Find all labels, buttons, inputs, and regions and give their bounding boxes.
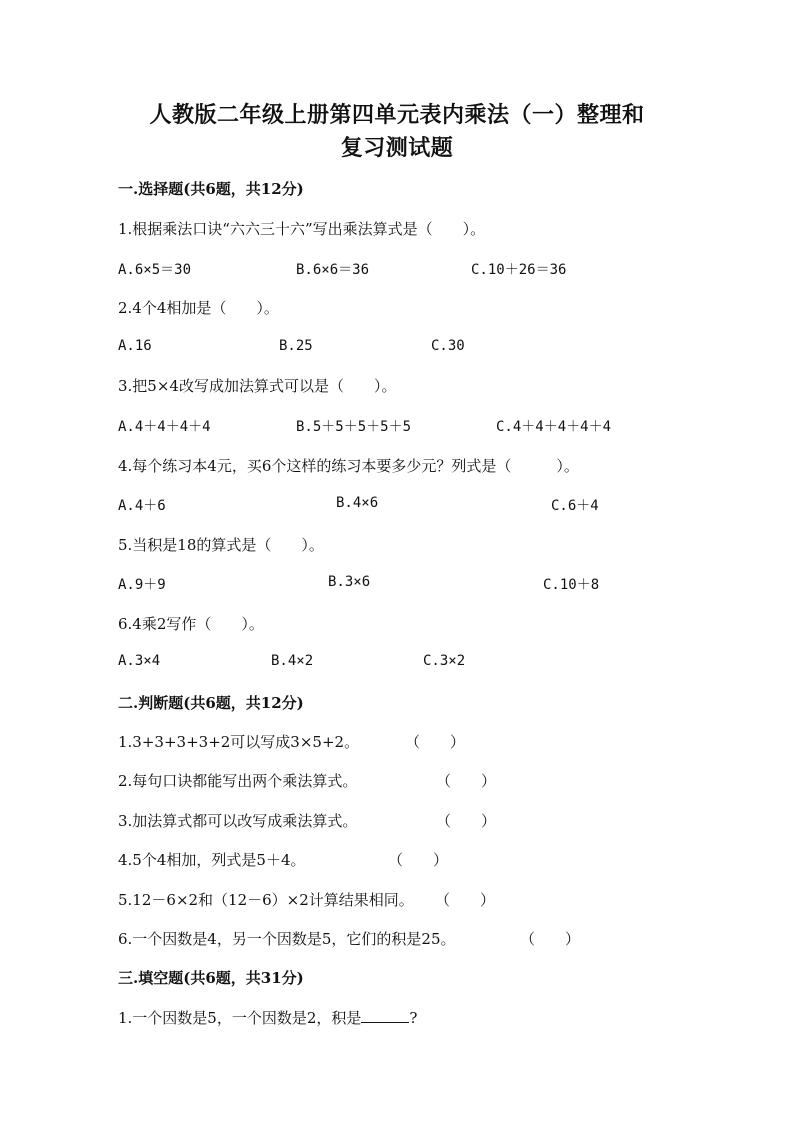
option-1-5-b: B.3×6	[328, 574, 371, 590]
question-2-1: 1.3+3+3+3+2可以写成3×5+2。	[118, 733, 360, 751]
option-1-3-b: B.5＋5＋5＋5＋5	[296, 419, 412, 435]
option-1-6-a: A.3×4	[118, 653, 161, 669]
question-3-1-suffix: ?	[409, 1009, 418, 1027]
question-1-4: 4.每个练习本4元，买6个这样的练习本要多少元？列式是（ ）。	[118, 457, 579, 475]
answer-blank[interactable]	[361, 1008, 409, 1023]
question-2-5: 5.12－6×2和（12－6）×2计算结果相同。	[118, 891, 414, 909]
question-1-6: 6.4乘2写作（ ）。	[118, 615, 264, 633]
question-1-2: 2.4个4相加是（ ）。	[118, 299, 279, 317]
answer-paren-2-3: （ ）	[436, 812, 497, 830]
question-2-6: 6.一个因数是4，另一个因数是5，它们的积是25。	[118, 930, 456, 948]
answer-paren-2-5: （ ）	[435, 891, 496, 909]
question-3-1-text: 1.一个因数是5，一个因数是2，积是	[118, 1009, 362, 1027]
question-2-2: 2.每句口诀都能写出两个乘法算式。	[118, 772, 358, 790]
option-1-1-b: B.6×6＝36	[296, 262, 370, 278]
option-1-4-a: A.4＋6	[118, 498, 166, 514]
answer-paren-2-4: （ ）	[388, 851, 449, 869]
page-title-line1: 人教版二年级上册第四单元表内乘法（一）整理和	[149, 102, 645, 128]
option-1-2-c: C.30	[431, 338, 465, 354]
answer-paren-2-2: （ ）	[436, 772, 497, 790]
option-1-2-a: A.16	[118, 338, 152, 354]
option-1-6-b: B.4×2	[271, 653, 314, 669]
section-heading-choice: 一.选择题(共6题，共12分)	[118, 180, 304, 198]
option-1-3-a: A.4＋4＋4＋4	[118, 419, 211, 435]
option-1-4-c: C.6＋4	[551, 498, 599, 514]
option-1-5-c: C.10＋8	[543, 577, 600, 593]
question-3-1	[118, 1007, 417, 1028]
page-title-line2: 复习测试题	[340, 135, 454, 161]
option-1-4-b: B.4×6	[336, 495, 379, 511]
section-heading-fill: 三.填空题(共6题，共31分)	[118, 969, 304, 987]
option-1-2-b: B.25	[279, 338, 313, 354]
section-heading-judgement: 二.判断题(共6题，共12分)	[118, 694, 304, 712]
option-1-1-c: C.10＋26＝36	[471, 262, 567, 278]
option-1-6-c: C.3×2	[423, 653, 466, 669]
answer-paren-2-6: （ ）	[520, 930, 581, 948]
question-1-5: 5.当积是18的算式是（ ）。	[118, 536, 324, 554]
option-1-3-c: C.4＋4＋4＋4＋4	[496, 419, 612, 435]
question-1-1: 1.根据乘法口诀“六六三十六”写出乘法算式是（ ）。	[118, 220, 486, 238]
question-2-3: 3.加法算式都可以改写成乘法算式。	[118, 812, 358, 830]
option-1-5-a: A.9＋9	[118, 577, 166, 593]
option-1-1-a: A.6×5＝30	[118, 262, 192, 278]
question-1-3: 3.把5×4改写成加法算式可以是（ ）。	[118, 377, 397, 395]
answer-paren-2-1: （ ）	[405, 733, 466, 751]
question-2-4: 4.5个4相加，列式是5＋4。	[118, 851, 306, 869]
